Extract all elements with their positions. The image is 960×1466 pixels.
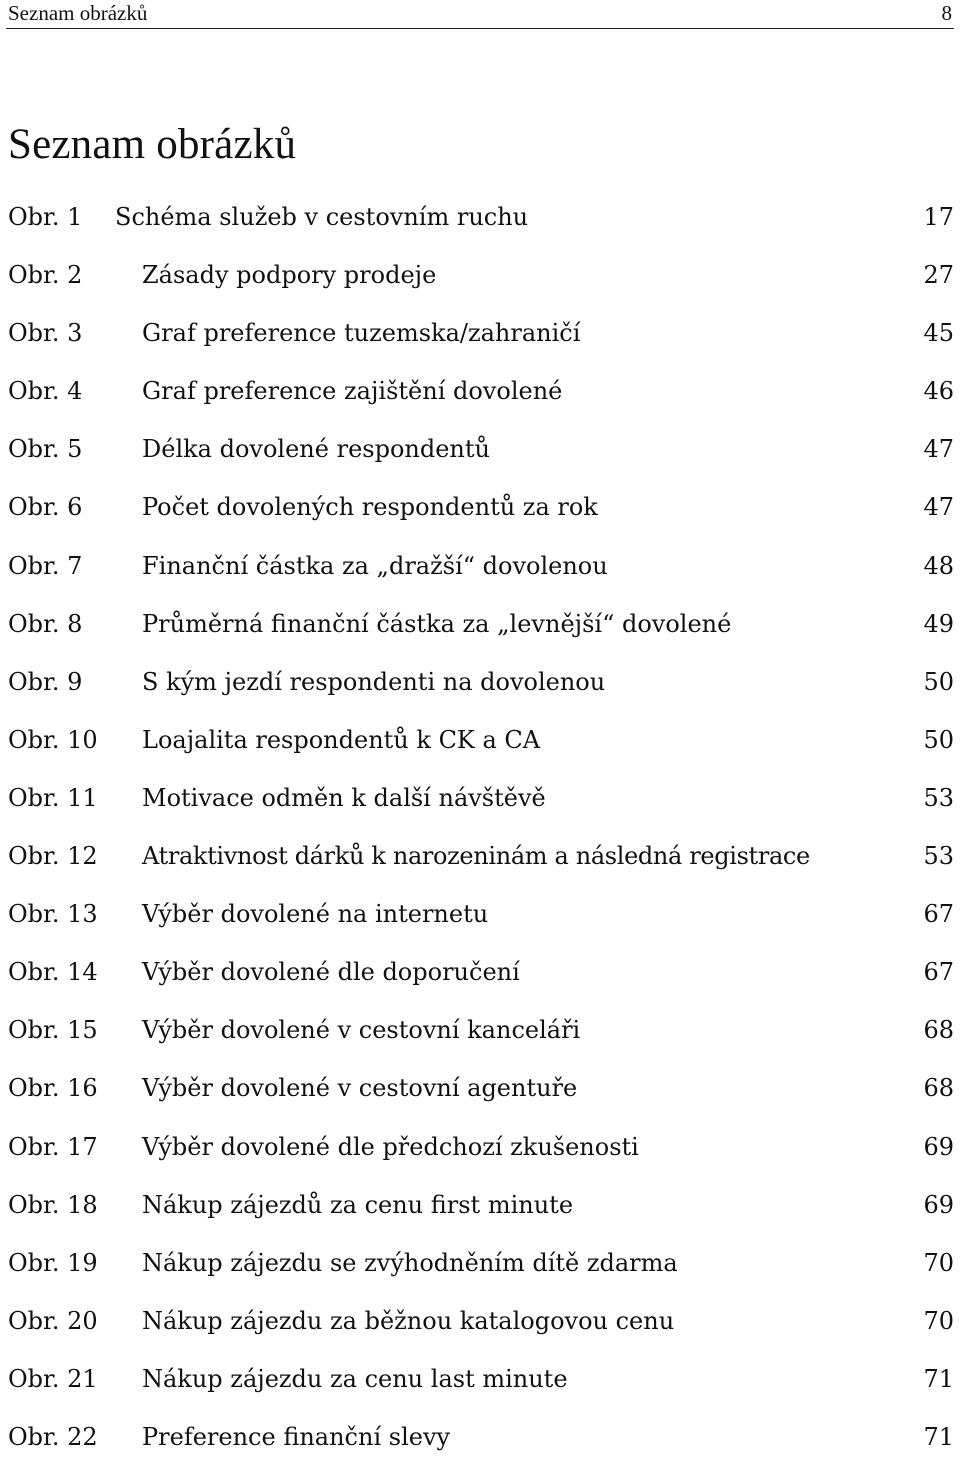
list-of-figures — [0, 188, 960, 1466]
figure-caption: S kým jezdí respondenti na dovolenou — [142, 667, 606, 696]
figure-page-number: 70 — [923, 1248, 954, 1277]
toc-entry[interactable] — [0, 711, 960, 769]
figure-caption: Nákup zájezdu za běžnou katalogovou cenu — [142, 1306, 675, 1335]
toc-entry[interactable] — [0, 827, 960, 885]
figure-caption: Atraktivnost dárků k narozeninám a následná registrace — [142, 842, 810, 871]
toc-entry[interactable] — [0, 1059, 960, 1117]
figure-label: Obr. 22 — [8, 1422, 98, 1451]
toc-entry[interactable] — [0, 769, 960, 827]
toc-entry[interactable] — [0, 885, 960, 943]
figure-page-number: 69 — [923, 1190, 954, 1219]
toc-entry[interactable] — [0, 1350, 960, 1408]
figure-page-number: 49 — [923, 609, 954, 638]
figure-page-number: 47 — [923, 435, 954, 464]
toc-entry[interactable] — [0, 1234, 960, 1292]
figure-page-number: 27 — [923, 261, 954, 290]
figure-page-number: 50 — [923, 725, 954, 754]
figure-label: Obr. 14 — [8, 958, 98, 987]
figure-caption: Výběr dovolené dle doporučení — [142, 958, 520, 987]
toc-entry[interactable] — [0, 1292, 960, 1350]
toc-entry[interactable] — [0, 304, 960, 362]
figure-caption: Loajalita respondentů k CK a CA — [142, 725, 541, 754]
figure-page-number: 48 — [923, 551, 954, 580]
figure-caption: Preference finanční slevy — [142, 1422, 451, 1451]
figure-label: Obr. 16 — [8, 1074, 98, 1103]
figure-page-number: 68 — [923, 1074, 954, 1103]
figure-page-number: 70 — [923, 1306, 954, 1335]
figure-label: Obr. 10 — [8, 725, 98, 754]
figure-caption: Výběr dovolené na internetu — [142, 900, 489, 929]
toc-entry[interactable] — [0, 478, 960, 536]
figure-label: Obr. 8 — [8, 609, 83, 638]
figure-label: Obr. 2 — [8, 261, 83, 290]
figure-page-number: 53 — [923, 842, 954, 871]
figure-page-number: 45 — [923, 319, 954, 348]
toc-entry[interactable] — [0, 188, 960, 246]
figure-caption: Výběr dovolené dle předchozí zkušenosti — [142, 1132, 639, 1161]
figure-label: Obr. 21 — [8, 1364, 98, 1393]
toc-entry[interactable] — [0, 246, 960, 304]
toc-entry[interactable] — [0, 595, 960, 653]
running-header — [6, 0, 954, 29]
figure-label: Obr. 7 — [8, 551, 83, 580]
figure-caption: Výběr dovolené v cestovní kanceláři — [142, 1016, 581, 1045]
figure-page-number: 69 — [923, 1132, 954, 1161]
toc-entry[interactable] — [0, 1118, 960, 1176]
figure-page-number: 71 — [923, 1364, 954, 1393]
figure-label: Obr. 13 — [8, 900, 98, 929]
figure-caption: Schéma služeb v cestovním ruchu — [115, 203, 529, 231]
figure-label: Obr. 19 — [8, 1248, 98, 1277]
figure-caption: Nákup zájezdů za cenu first minute — [142, 1190, 574, 1219]
figure-label: Obr. 5 — [8, 435, 83, 464]
figure-label: Obr. 3 — [8, 319, 83, 348]
figure-label: Obr. 1 — [8, 203, 83, 231]
figure-page-number: 50 — [923, 667, 954, 696]
running-header-page-number: 8 — [941, 1, 952, 25]
figure-caption: Graf preference zajištění dovolené — [142, 377, 563, 406]
figure-caption: Finanční částka za „dražší“ dovolenou — [142, 551, 608, 580]
figure-label: Obr. 15 — [8, 1016, 98, 1045]
figure-label: Obr. 12 — [8, 842, 98, 871]
figure-page-number: 17 — [923, 203, 954, 231]
toc-entry[interactable] — [0, 1176, 960, 1234]
toc-entry[interactable] — [0, 653, 960, 711]
figure-page-number: 47 — [923, 493, 954, 522]
figure-page-number: 46 — [923, 377, 954, 406]
figure-label: Obr. 20 — [8, 1306, 98, 1335]
figure-page-number: 68 — [923, 1016, 954, 1045]
figure-label: Obr. 17 — [8, 1132, 98, 1161]
figure-caption: Nákup zájezdu za cenu last minute — [142, 1364, 568, 1393]
toc-entry[interactable] — [0, 537, 960, 595]
figure-caption: Zásady podpory prodeje — [142, 261, 437, 290]
toc-entry[interactable] — [0, 943, 960, 1001]
figure-page-number: 53 — [923, 783, 954, 812]
toc-entry[interactable] — [0, 420, 960, 478]
figure-label: Obr. 18 — [8, 1190, 98, 1219]
figure-page-number: 67 — [923, 958, 954, 987]
figure-label: Obr. 6 — [8, 493, 83, 522]
toc-entry[interactable] — [0, 1408, 960, 1466]
figure-caption: Délka dovolené respondentů — [142, 435, 490, 464]
figure-label: Obr. 4 — [8, 377, 83, 406]
toc-entry[interactable] — [0, 362, 960, 420]
figure-label: Obr. 11 — [8, 783, 98, 812]
figure-label: Obr. 9 — [8, 667, 83, 696]
figure-caption: Graf preference tuzemska/zahraničí — [142, 319, 581, 348]
figure-caption: Výběr dovolené v cestovní agentuře — [142, 1074, 578, 1103]
figure-page-number: 71 — [923, 1422, 954, 1451]
figure-caption: Průměrná finanční částka za „levnější“ dovolené — [142, 609, 732, 638]
figure-page-number: 67 — [923, 900, 954, 929]
figure-caption: Motivace odměn k další návštěvě — [142, 783, 546, 812]
figure-caption: Nákup zájezdu se zvýhodněním dítě zdarma — [142, 1248, 678, 1277]
page-title: Seznam obrázků — [8, 121, 297, 168]
running-header-title: Seznam obrázků — [8, 1, 148, 25]
toc-entry[interactable] — [0, 1001, 960, 1059]
figure-caption: Počet dovolených respondentů za rok — [142, 493, 598, 522]
